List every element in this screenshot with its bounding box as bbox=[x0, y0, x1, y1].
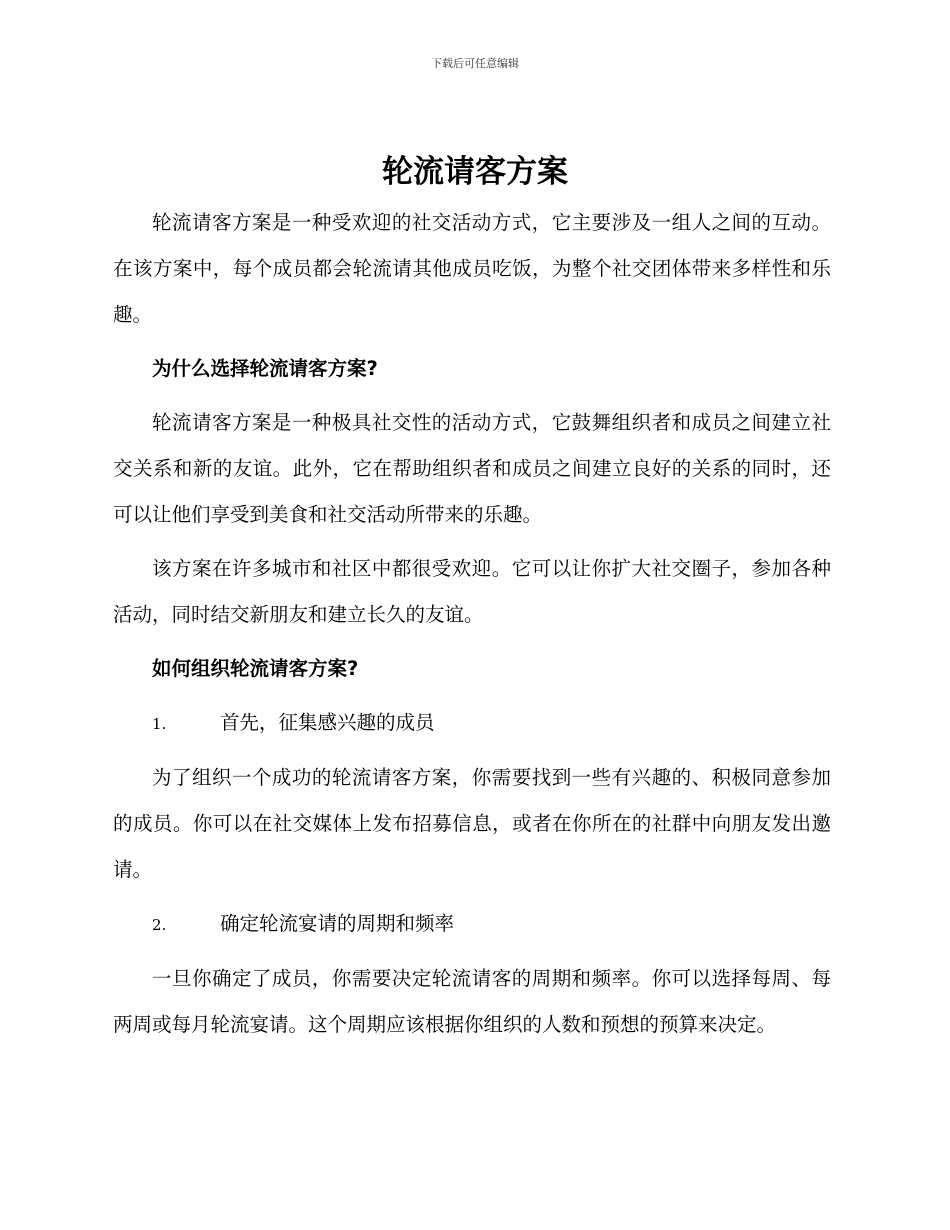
page-header-note: 下载后可任意编辑 bbox=[431, 57, 519, 70]
section-heading-how: 如何组织轮流请客方案? bbox=[152, 657, 359, 680]
body-paragraph: 该方案在许多城市和社区中都很受欢迎。它可以让你扩大社交圈子，参加各种活动，同时结交新朋友和建立长久的友谊。 bbox=[113, 557, 831, 626]
document-body bbox=[113, 200, 831, 1056]
numbered-step bbox=[113, 901, 831, 948]
section-heading-why: 为什么选择轮流请客方案? bbox=[152, 357, 378, 380]
step-body: 为了组织一个成功的轮流请客方案，你需要找到一些有兴趣的、积极同意参加的成员。你可以在社交媒体上发布招募信息，或者在你所在的社群中向朋友发出邀请。 bbox=[113, 766, 831, 881]
step-title: 确定轮流宴请的周期和频率 bbox=[220, 912, 455, 935]
step-title: 首先，征集感兴趣的成员 bbox=[220, 711, 435, 734]
intro-paragraph: 轮流请客方案是一种受欢迎的社交活动方式，它主要涉及一组人之间的互动。在该方案中，每个成员都会轮流请其他成员吃饭，为整个社交团体带来多样性和乐趣。 bbox=[113, 211, 831, 326]
document-title: 轮流请客方案 bbox=[382, 154, 568, 190]
step-body: 一旦你确定了成员，你需要决定轮流请客的周期和频率。你可以选择每周、每两周或每月轮流宴请。这个周期应该根据你组织的人数和预想的预算来决定。 bbox=[113, 967, 831, 1036]
body-paragraph: 轮流请客方案是一种极具社交性的活动方式，它鼓舞组织者和成员之间建立社交关系和新的友谊。此外，它在帮助组织者和成员之间建立良好的关系的同时，还可以让他们享受到美食和社交活动所带来的乐趣。 bbox=[113, 411, 831, 526]
numbered-step bbox=[113, 700, 831, 747]
step-number: 1. bbox=[152, 715, 167, 733]
step-number: 2. bbox=[152, 916, 167, 934]
